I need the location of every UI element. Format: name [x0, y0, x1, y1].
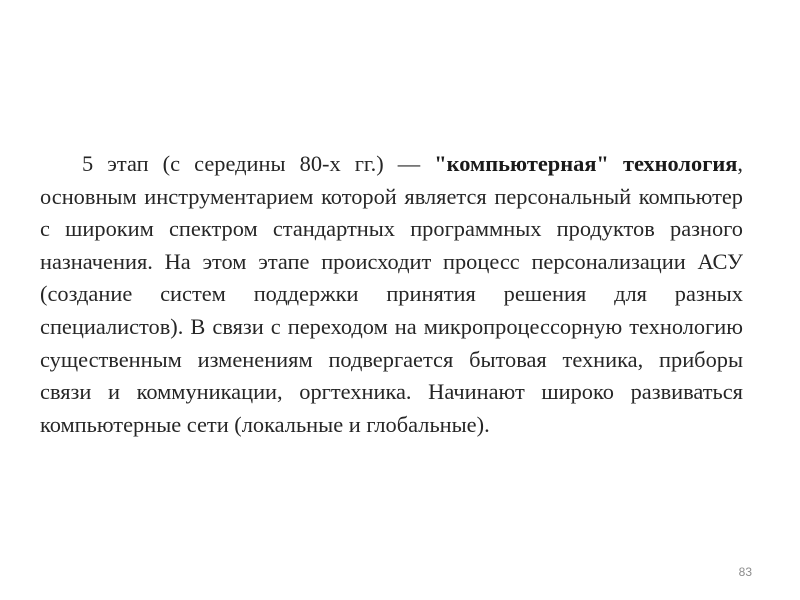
- paragraph-lead-text: 5 этап (с середины 80-х гг.) —: [82, 151, 435, 176]
- page-number: 83: [738, 565, 752, 579]
- paragraph-emphasis-text: "компьютерная" технология: [434, 151, 738, 176]
- paragraph-body-text: , основным инструментарием которой является персональный компьютер с широким спектром стандартных программных продуктов разного назначения. На этом этапе происходит процесс персонализации АСУ (создание систем поддержки принятия решения для разных специалистов). В связи с переходом на микропроцессорную технологию существенным изменениям подвергается бытовая техника, приборы связи и коммуникации, оргтехника. Начинают широко развиваться компьютерные сети (локальные и глобальные).: [40, 151, 743, 437]
- body-paragraph: [40, 148, 743, 441]
